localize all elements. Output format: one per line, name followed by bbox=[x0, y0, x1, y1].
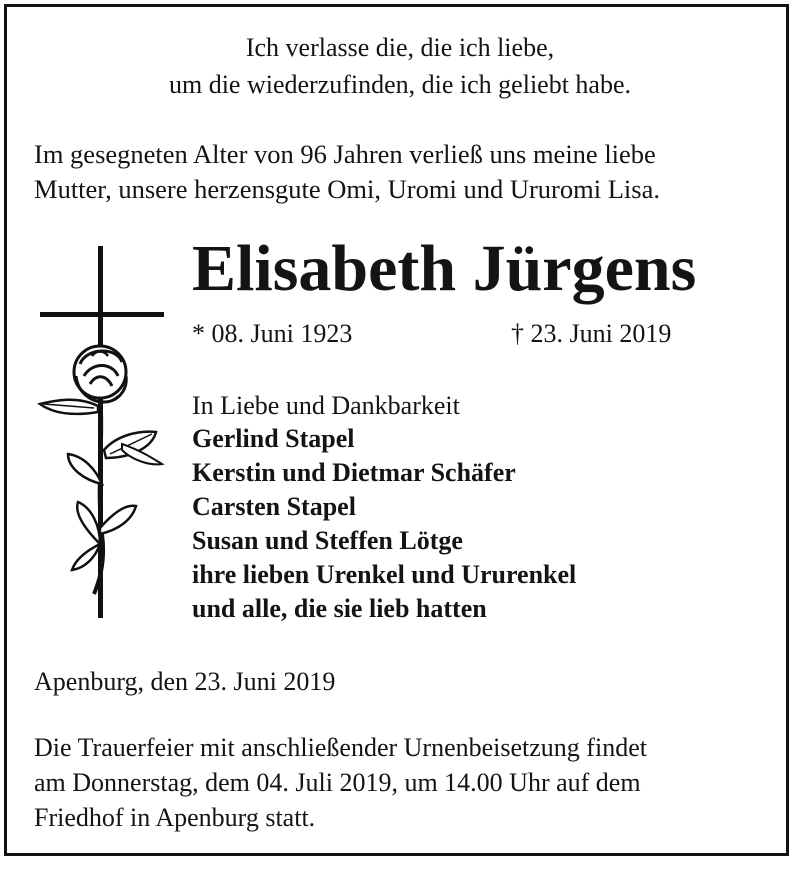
mourners-intro: In Liebe und Dankbarkeit bbox=[192, 391, 460, 420]
motto-line-1: Ich verlasse die, die ich liebe, bbox=[245, 33, 555, 62]
birth-date: * 08. Juni 1923 bbox=[192, 319, 353, 348]
mourner-name: und alle, die sie lieb hatten bbox=[192, 594, 487, 623]
funeral-line-2: am Donnerstag, dem 04. Juli 2019, um 14.00 Uhr auf dem bbox=[34, 768, 641, 797]
mourner-name: Carsten Stapel bbox=[192, 492, 356, 521]
death-date: † 23. Juni 2019 bbox=[511, 319, 672, 348]
funeral-line-3: Friedhof in Apenburg statt. bbox=[34, 803, 316, 832]
mourner-name: Susan und Steffen Lötge bbox=[192, 526, 463, 555]
deceased-name: Elisabeth Jürgens bbox=[192, 232, 697, 305]
mourner-name: ihre lieben Urenkel und Ururenkel bbox=[192, 560, 577, 589]
mourner-name: Gerlind Stapel bbox=[192, 424, 355, 453]
intro-line-2: Mutter, unsere herzensgute Omi, Uromi und Ururomi Lisa. bbox=[34, 174, 660, 204]
motto-line-2: um die wiederzufinden, die ich geliebt habe. bbox=[168, 70, 632, 99]
rose-icon bbox=[74, 346, 126, 403]
cross-icon bbox=[34, 244, 168, 624]
funeral-line-1: Die Trauerfeier mit anschließender Urnenbeisetzung findet bbox=[34, 733, 647, 762]
place-date: Apenburg, den 23. Juni 2019 bbox=[34, 667, 336, 696]
mourner-name: Kerstin und Dietmar Schäfer bbox=[192, 458, 516, 487]
intro-line-1: Im gesegneten Alter von 96 Jahren verließ uns meine liebe bbox=[34, 139, 656, 169]
